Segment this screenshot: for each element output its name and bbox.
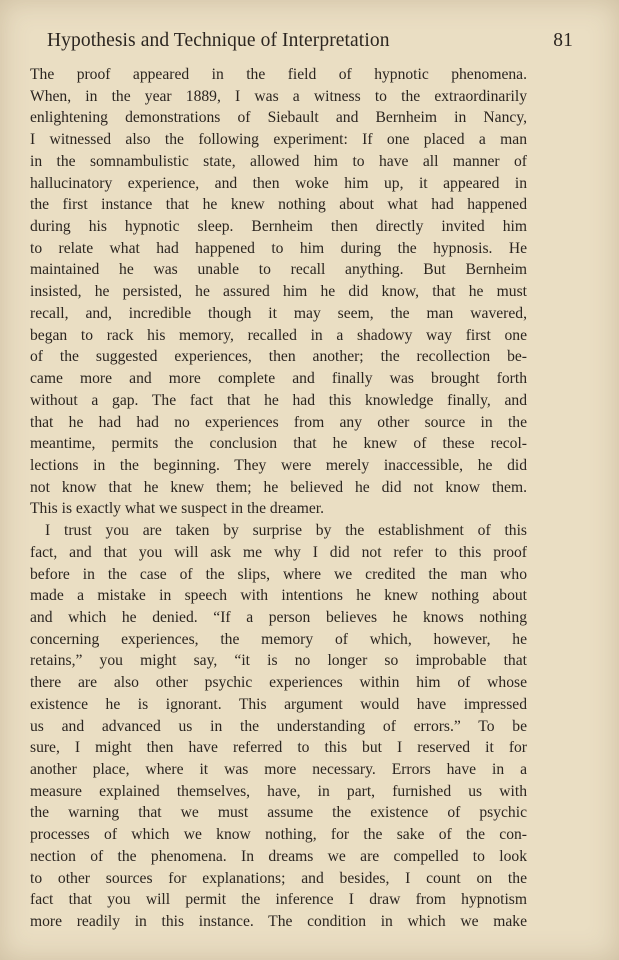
text-line: us and advanced us in the understanding of errors.” To be <box>30 717 527 735</box>
text-line: measure explained themselves, have, in part, furnished us with <box>30 782 527 800</box>
text-line: fact that you will permit the inference I draw from hypnotism <box>30 891 527 909</box>
text-line: in the somnambulistic state, allowed him to have all manner of <box>30 152 527 170</box>
text-line: This is exactly what we suspect in the dreamer. <box>30 500 325 518</box>
text-line: maintained he was unable to recall anything. But Bernheim <box>30 261 527 279</box>
text-line: The proof appeared in the field of hypnotic phenomena. <box>30 66 527 83</box>
text-line: processes of which we know nothing, for the sake of the con- <box>30 826 527 844</box>
text-line: sure, I might then have referred to this but I reserved it for <box>30 739 527 757</box>
text-line: made a mistake in speech with intentions he knew nothing about <box>30 587 527 605</box>
running-head <box>47 28 573 54</box>
text-line: recall, and, incredible though it may seem, the man wavered, <box>30 304 527 322</box>
text-line: and which he denied. “If a person believes he knows nothing <box>30 608 527 626</box>
text-line: enlightening demonstrations of Siebault and Bernheim in Nancy, <box>30 109 527 127</box>
text-line: When, in the year 1889, I was a witness to the extraordinarily <box>30 87 527 105</box>
text-line: without a gap. The fact that he had this knowledge finally, and <box>30 391 527 409</box>
text-line: that he had had no experiences from any other source in the <box>30 413 527 431</box>
text-line: nection of the phenomena. In dreams we are compelled to look <box>30 847 527 865</box>
text-line: another place, where it was more necessary. Errors have in a <box>30 761 527 778</box>
text-line: there are also other psychic experiences within him of whose <box>30 674 527 692</box>
text-line: during his hypnotic sleep. Bernheim then directly invited him <box>30 218 527 236</box>
text-line: to relate what had happened to him during the hypnosis. He <box>30 239 527 257</box>
text-line: fact, and that you will ask me why I did not refer to this proof <box>30 543 527 561</box>
text-line: concerning experiences, the memory of which, however, he <box>30 630 527 648</box>
text-line: more readily in this instance. The condition in which we make <box>30 913 527 931</box>
text-line: insisted, he persisted, he assured him he did know, that he must <box>30 283 527 301</box>
body-text <box>30 64 527 933</box>
text-line: retains,” you might say, “it is no longer so improbable that <box>30 652 527 670</box>
text-line: lections in the beginning. They were merely inaccessible, he did <box>30 456 527 474</box>
page-number: 81 <box>553 30 573 51</box>
text-line: existence he is ignorant. This argument would have impressed <box>30 695 527 713</box>
text-line: the first instance that he knew nothing about what had happened <box>30 196 527 214</box>
paragraph <box>30 520 527 933</box>
running-title: Hypothesis and Technique of Interpretation <box>47 30 390 51</box>
text-line: meantime, permits the conclusion that he knew of these recol- <box>30 435 527 453</box>
paragraph <box>30 64 527 520</box>
text-line: the warning that we must assume the existence of psychic <box>30 804 527 822</box>
text-line: to other sources for explanations; and besides, I count on the <box>30 869 527 887</box>
text-line: began to rack his memory, recalled in a shadowy way first one <box>30 326 527 344</box>
text-line: before in the case of the slips, where we credited the man who <box>30 565 527 583</box>
text-line: came more and more complete and finally was brought forth <box>30 370 527 388</box>
text-line: I trust you are taken by surprise by the establishment of this <box>45 522 527 540</box>
text-line: I witnessed also the following experiment: If one placed a man <box>30 131 527 149</box>
text-line: hallucinatory experience, and then woke him up, it appeared in <box>30 174 527 192</box>
text-line: of the suggested experiences, then another; the recollection be- <box>30 348 527 366</box>
text-line: not know that he knew them; he believed he did not know them. <box>30 478 527 496</box>
